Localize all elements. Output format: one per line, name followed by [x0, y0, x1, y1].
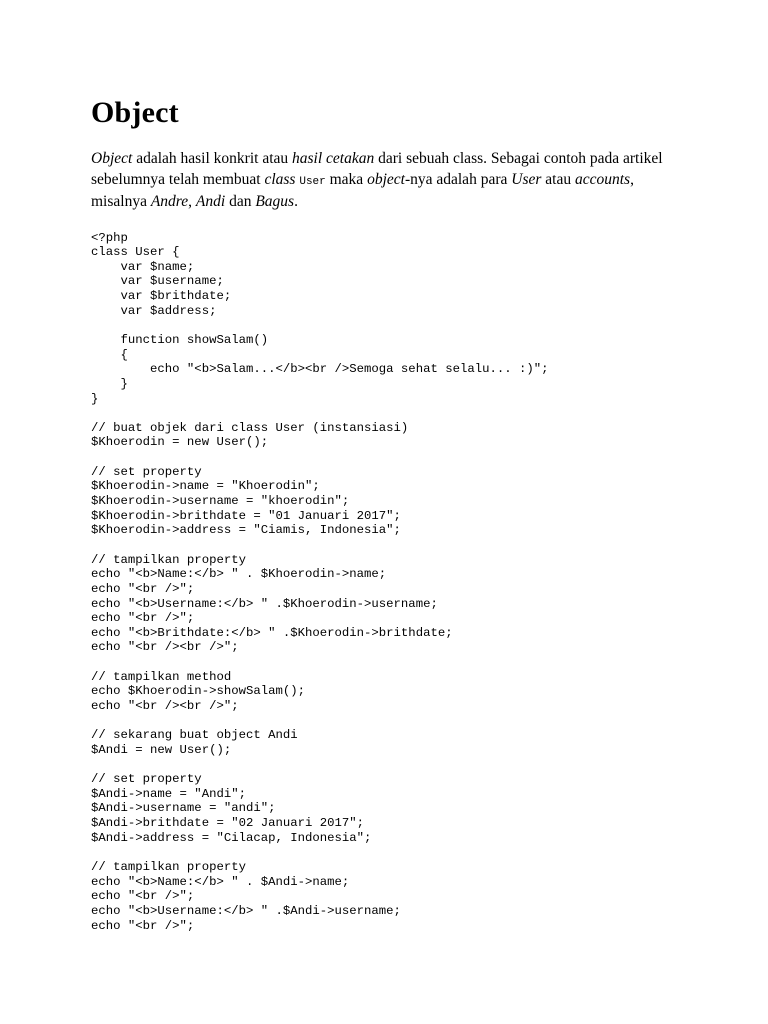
intro-run: object [367, 170, 405, 188]
code-line: echo "<b>Name:</b> " . $Andi->name; [91, 874, 350, 889]
code-line: $Andi->username = "andi"; [91, 801, 276, 816]
intro-run: . [294, 193, 298, 210]
code-line: echo "<br />"; [91, 889, 195, 904]
code-line: $Andi = new User(); [91, 742, 232, 757]
intro-run: User [299, 175, 326, 188]
code-line: $Andi->brithdate = "02 Januari 2017"; [91, 816, 365, 831]
intro-run: class [264, 170, 296, 188]
intro-run: -nya adalah para [404, 170, 512, 188]
intro-run: Andre [150, 193, 189, 210]
code-line: // buat objek dari class User (instansiasi) [91, 420, 409, 435]
code-line: $Khoerodin->brithdate = "01 Januari 2017"; [91, 508, 401, 523]
code-line [91, 318, 691, 333]
code-line: $Khoerodin->username = "khoerodin"; [91, 494, 350, 509]
code-line: var $address; [91, 303, 217, 318]
intro-run: , misalnya [91, 170, 634, 210]
intro-run: Bagus [255, 193, 295, 210]
code-line: echo "<b>Username:</b> " .$Andi->username; [91, 903, 401, 918]
code-line: } [91, 376, 128, 391]
intro-run: atau [541, 170, 575, 188]
code-line: var $name; [91, 259, 195, 274]
code-line: var $brithdate; [91, 289, 232, 304]
code-line: echo "<br />"; [91, 918, 195, 933]
code-line [91, 406, 691, 421]
code-line: // tampilkan method [91, 669, 232, 684]
document-page [91, 96, 691, 933]
intro-run: hasil cetakan [292, 150, 375, 167]
intro-run: maka [325, 170, 368, 188]
code-line: function showSalam() [91, 332, 269, 347]
intro-paragraph [91, 149, 676, 213]
code-line [91, 655, 691, 670]
code-line: echo "<b>Brithdate:</b> " .$Khoerodin->brithdate; [91, 625, 453, 640]
code-line: } [91, 391, 99, 406]
code-line: // set property [91, 772, 202, 787]
intro-run: dan [225, 193, 256, 210]
intro-run: , [188, 193, 196, 210]
intro-run: adalah hasil konkrit atau [132, 150, 293, 167]
code-line: echo "<br /><br />"; [91, 640, 239, 655]
code-line: echo "<b>Name:</b> " . $Khoerodin->name; [91, 567, 387, 582]
code-line: echo $Khoerodin->showSalam(); [91, 684, 306, 699]
code-line: $Khoerodin->address = "Ciamis, Indonesia"; [91, 523, 401, 538]
code-line: $Andi->name = "Andi"; [91, 786, 246, 801]
code-line [91, 714, 691, 729]
page-title: Object [91, 96, 179, 129]
code-line: { [91, 347, 128, 362]
code-line: $Andi->address = "Cilacap, Indonesia"; [91, 830, 372, 845]
intro-run: Object [91, 150, 133, 167]
intro-run: dari sebuah class. Sebagai contoh pada artikel sebelumnya telah membuat [91, 150, 663, 188]
code-line: // sekarang buat object Andi [91, 728, 298, 743]
code-line [91, 450, 691, 465]
code-line: echo "<br />"; [91, 611, 195, 626]
intro-run: User [511, 170, 542, 188]
code-line [91, 845, 691, 860]
code-line: // set property [91, 464, 202, 479]
code-line [91, 538, 691, 553]
code-line: $Khoerodin = new User(); [91, 435, 269, 450]
intro-run: Andi [195, 193, 226, 210]
code-line: // tampilkan property [91, 552, 246, 567]
code-line: var $username; [91, 274, 224, 289]
code-line [91, 758, 691, 773]
code-line: echo "<b>Username:</b> " .$Khoerodin->username; [91, 596, 438, 611]
code-line: echo "<b>Salam...</b><br />Semoga sehat selalu... :)"; [91, 362, 549, 377]
intro-run: accounts [574, 170, 631, 188]
code-block [91, 231, 691, 934]
code-line: echo "<br />"; [91, 581, 195, 596]
code-line: $Khoerodin->name = "Khoerodin"; [91, 479, 320, 494]
code-line: <?php [91, 230, 128, 245]
code-line: // tampilkan property [91, 860, 246, 875]
code-line: class User { [91, 245, 180, 260]
code-line: echo "<br /><br />"; [91, 699, 239, 713]
